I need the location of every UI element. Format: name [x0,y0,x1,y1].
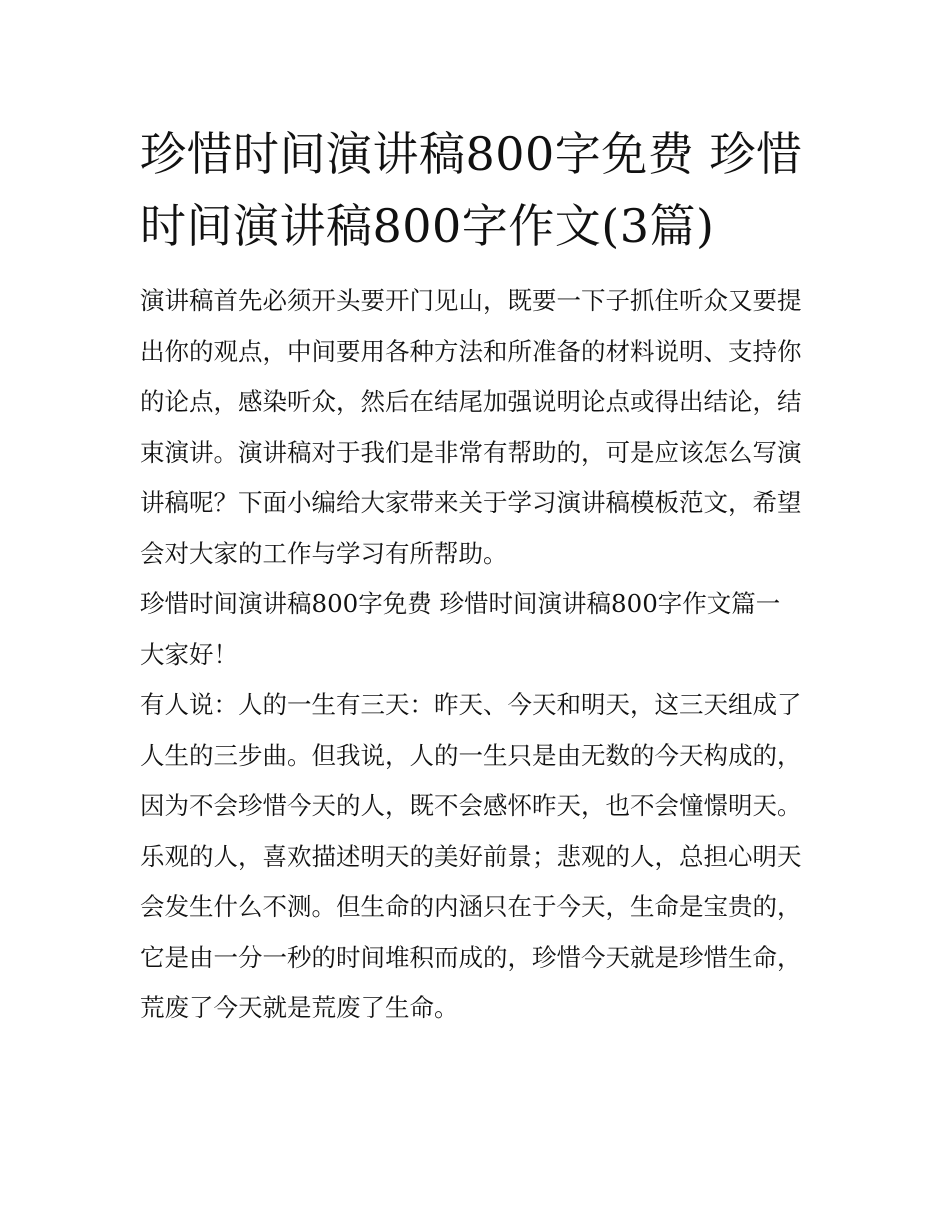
section-heading: 珍惜时间演讲稿800字免费 珍惜时间演讲稿800字作文篇一 [140,589,781,618]
document-title: 珍惜时间演讲稿800字免费 珍惜时间演讲稿800字作文(3篇) [140,127,803,253]
document-body [140,276,815,1034]
greeting-paragraph: 大家好！ [140,639,238,669]
intro-paragraph: 演讲稿首先必须开头要开门见山，既要一下子抓住听众又要提出你的观点，中间要用各种方法和所准备的材料说明、支持你的论点，感染听众，然后在结尾加强说明论点或得出结论，结束演讲。演讲稿对于我们是非常有帮助的，可是应该怎么写演讲稿呢？下面小编给大家带来关于学习演讲稿模板范文，希望会对大家的工作与学习有所帮助。 [140,286,802,568]
speech-paragraph: 有人说：人的一生有三天：昨天、今天和明天，这三天组成了人生的三步曲。但我说，人的一生只是由无数的今天构成的，因为不会珍惜今天的人，既不会感怀昨天，也不会憧憬明天。乐观的人，喜欢描述明天的美好前景；悲观的人，总担心明天会发生什么不测。但生命的内涵只在于今天，生命是宝贵的，它是由一分一秒的时间堆积而成的，珍惜今天就是珍惜生命，荒废了今天就是荒废了生命。 [140,690,802,1022]
document-page [140,118,815,1034]
